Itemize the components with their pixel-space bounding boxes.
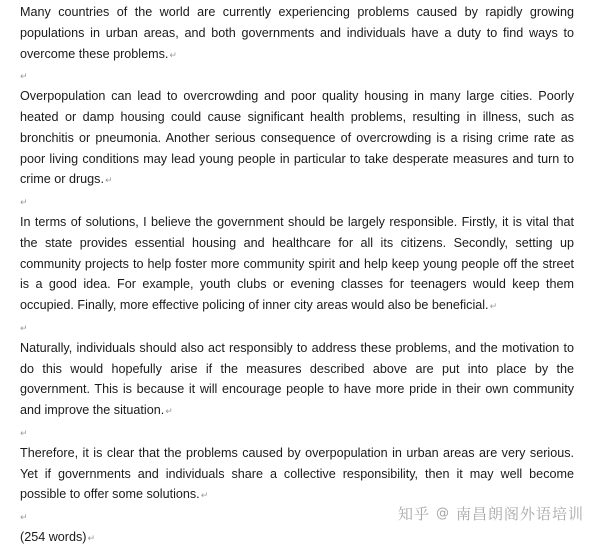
paragraph-mark-icon: ↵: [20, 71, 28, 82]
zhihu-watermark: [398, 503, 584, 524]
watermark-platform: 知乎: [397, 505, 430, 523]
paragraph-mark-icon: ↵: [165, 406, 173, 417]
blank-line: [20, 422, 574, 443]
paragraph-mark-icon: ↵: [200, 490, 209, 501]
paragraph-mark-icon: ↵: [20, 427, 28, 438]
watermark-author: 南昌朗阁外语培训: [455, 505, 584, 523]
paragraph-conclusion: [20, 443, 574, 506]
blank-line: [20, 317, 574, 338]
paragraph-mark-icon: ↵: [20, 197, 28, 208]
paragraph-mark-icon: ↵: [87, 532, 96, 543]
paragraph-intro: [20, 2, 574, 65]
paragraph-individuals-text: Naturally, individuals should also act responsibly to address these problems, and the motivation to do this would hopefully arise if the measures described above are put into place by the government. This is because it will encourage people to have more pride in their own community and improve the situation.: [20, 340, 574, 418]
paragraph-solutions-text: In terms of solutions, I believe the government should be largely responsible. Firstly, it is vital that the state provides essential housing and healthcare for all its citizens. Secondly, setting up community projects to help foster more community spirit and help keep young people off the street is a good idea. For example, youth clubs or evening classes for teenagers would keep them occupied. Finally, more effective policing of inner city areas would also be beneficial.: [20, 214, 574, 313]
blank-line: [20, 65, 574, 86]
word-count: [20, 527, 574, 549]
paragraph-problems: [20, 86, 574, 191]
blank-line: [20, 191, 574, 212]
paragraph-solutions: [20, 212, 574, 317]
paragraph-mark-icon: ↵: [489, 301, 498, 312]
paragraph-problems-text: Overpopulation can lead to overcrowding and poor quality housing in many large cities. Poorly heated or damp housing could cause significant health problems, resulting in illness, such as bronchitis or pneumonia. Another serious consequence of overcrowding is a rising crime rate as poor living conditions may lead young people in particular to take desperate measures and turn to crime or drugs.: [20, 89, 574, 187]
paragraph-intro-text: Many countries of the world are currently experiencing problems caused by rapidly growing populations in urban areas, and both governments and individuals have a duty to find ways to overcome these problems.: [20, 5, 574, 61]
document-body: [20, 2, 574, 549]
word-count-text: (254 words): [20, 529, 87, 544]
paragraph-conclusion-text: Therefore, it is clear that the problems caused by overpopulation in urban areas are very serious. Yet if governments and individuals share a collective responsibility, then it may well become possible to offer some solutions.: [20, 445, 574, 502]
paragraph-mark-icon: ↵: [169, 49, 177, 60]
paragraph-individuals: [20, 338, 574, 422]
paragraph-mark-icon: ↵: [20, 512, 28, 523]
watermark-at: @: [435, 506, 450, 521]
paragraph-mark-icon: ↵: [104, 175, 113, 186]
paragraph-mark-icon: ↵: [20, 322, 28, 333]
